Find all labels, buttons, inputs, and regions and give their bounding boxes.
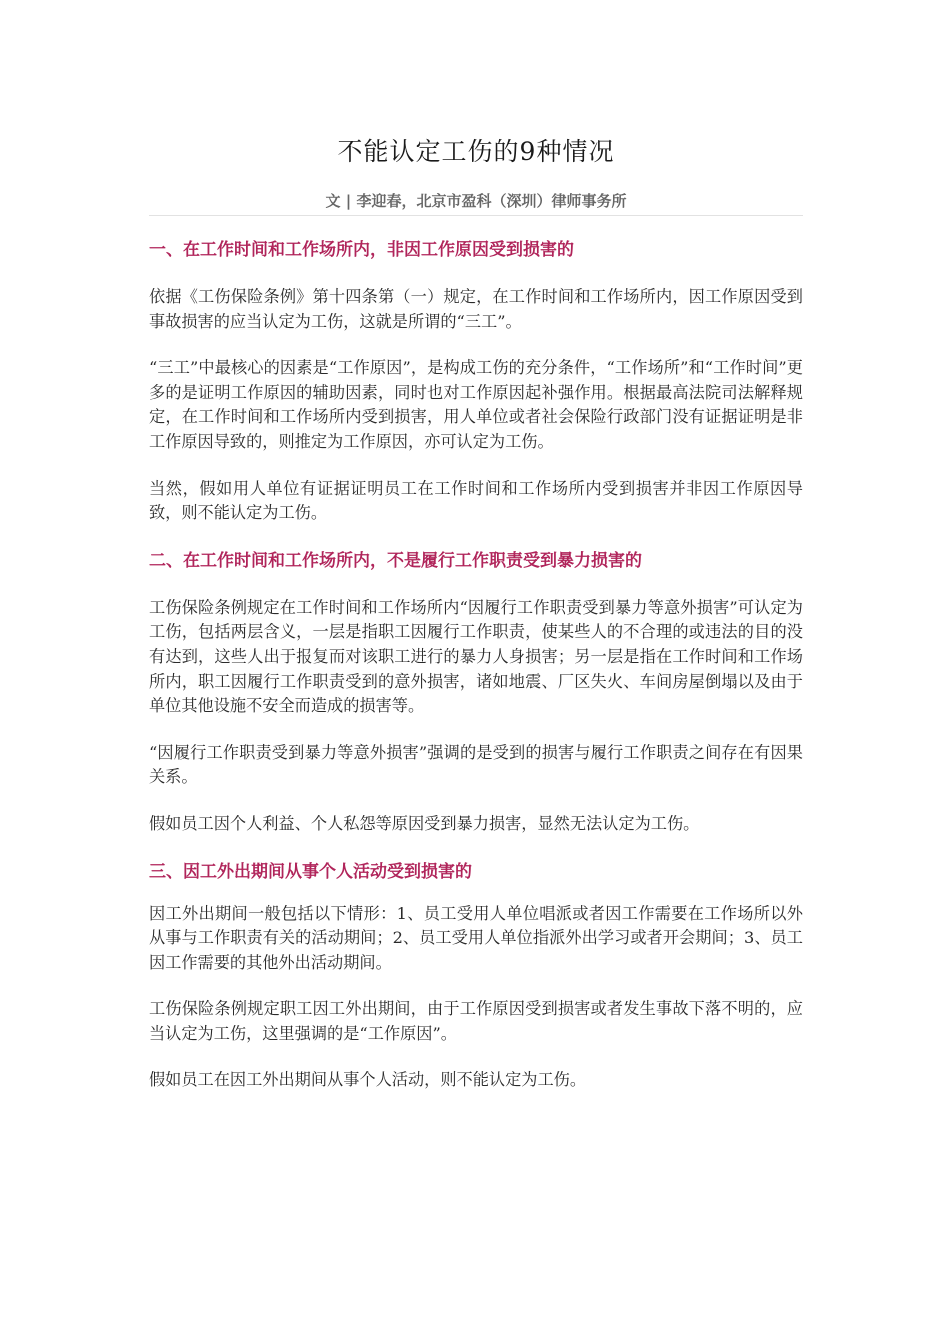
section-3-paragraph-1: 因工外出期间一般包括以下情形：1、员工受用人单位唱派或者因工作需要在工作场所以外从事与工作职责有关的活动期间；2、员工受用人单位指派外出学习或者开会期间；3、员工因工作需要的其他外出活动期间。: [149, 903, 803, 972]
title-divider: [149, 215, 803, 216]
section-1-paragraph-1: 依据《工伤保险条例》第十四条第（一）规定，在工作时间和工作场所内，因工作原因受到事故损害的应当认定为工伤，这就是所谓的“三工”。: [149, 287, 803, 331]
author-byline: 文 | 李迎春，北京市盈科（深圳）律师事务所: [325, 192, 627, 210]
document-title: 不能认定工伤的9种情况: [337, 137, 615, 166]
section-heading-1: 一、在工作时间和工作场所内，非因工作原因受到损害的: [149, 240, 574, 260]
section-3-paragraph-2: 工伤保险条例规定职工因工外出期间，由于工作原因受到损害或者发生事故下落不明的，应当认定为工伤，这里强调的是“工作原因”。: [149, 999, 803, 1043]
section-1-paragraph-3: 当然，假如用人单位有证据证明员工在工作时间和工作场所内受到损害并非因工作原因导致，则不能认定为工伤。: [149, 478, 803, 523]
section-2-paragraph-1: 工伤保险条例规定在工作时间和工作场所内“因履行工作职责受到暴力等意外损害”可认定为工伤，包括两层含义，一层是指职工因履行工作职责，使某些人的不合理的或违法的目的没有达到，这些人出于报复而对该职工进行的暴力人身损害；另一层是指在工作时间和工作场所内，职工因履行工作职责受到的意外损害，诸如地震、厂区失火、车间房屋倒塌以及由于单位其他设施不安全而造成的损害等。: [149, 597, 803, 716]
section-1-paragraph-2: “三工”中最核心的因素是“工作原因”，是构成工伤的充分条件，“工作场所”和“工作时间”更多的是证明工作原因的辅助因素，同时也对工作原因起补强作用。根据最高法院司法解释规定，在工作时间和工作场所内受到损害，用人单位或者社会保险行政部门没有证据证明是非工作原因导致的，则推定为工作原因，亦可认定为工伤。: [149, 358, 803, 451]
section-2-paragraph-3: 假如员工因个人利益、个人私怨等原因受到暴力损害，显然无法认定为工伤。: [149, 813, 700, 833]
document-page: [149, 0, 803, 1093]
section-3-paragraph-3: 假如员工在因工外出期间从事个人活动，则不能认定为工伤。: [149, 1070, 587, 1090]
section-2-paragraph-2: “因履行工作职责受到暴力等意外损害”强调的是受到的损害与履行工作职责之间存在有因果关系。: [149, 742, 803, 787]
section-heading-3: 三、因工外出期间从事个人活动受到损害的: [149, 861, 472, 882]
section-heading-2: 二、在工作时间和工作场所内，不是履行工作职责受到暴力损害的: [149, 550, 642, 571]
